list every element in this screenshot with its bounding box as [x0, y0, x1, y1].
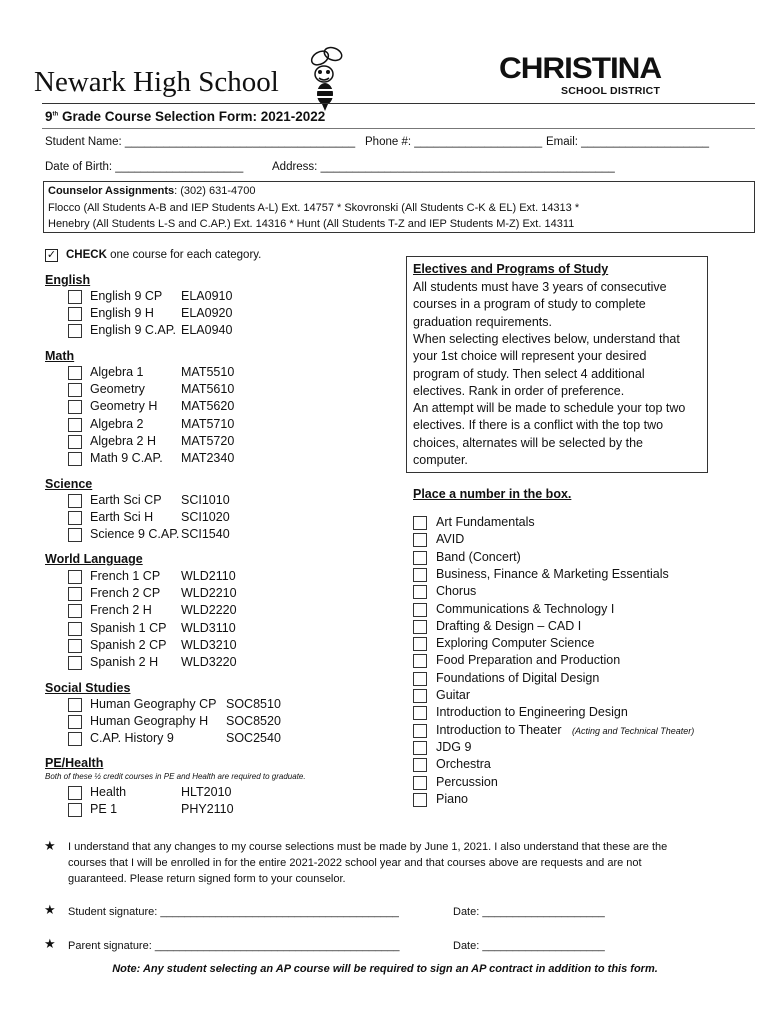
course-name: Science 9 C.AP. [90, 527, 180, 542]
course-name: Spanish 1 CP [90, 620, 167, 635]
course-checkbox[interactable] [68, 494, 82, 508]
dob-field[interactable]: Date of Birth: ____________________ [45, 161, 244, 173]
category-title-math: Math [45, 349, 75, 363]
course-name: Algebra 2 [90, 416, 144, 431]
course-name: Earth Sci CP [90, 493, 162, 507]
counselor-box [43, 181, 755, 233]
course-code: ELA0920 [181, 306, 233, 321]
electives-info-line: electives. If there is a conflict with the top two [413, 418, 664, 433]
course-checkbox[interactable] [68, 511, 82, 525]
elective-rank-box[interactable] [413, 776, 427, 790]
elective-rank-box[interactable] [413, 637, 427, 651]
elective-rank-box[interactable] [413, 516, 427, 530]
course-name: English 9 CP [90, 289, 163, 303]
ack-line-3: guaranteed. Please return signed form to your counselor. [68, 873, 346, 885]
course-checkbox[interactable] [68, 639, 82, 653]
course-code: WLD2220 [181, 603, 237, 618]
course-name: Algebra 2 H [90, 433, 157, 448]
check-instructions: CHECK one course for each category. [66, 249, 262, 261]
category-title-english: English [45, 273, 91, 287]
electives-info-line: All students must have 3 years of consecutive [413, 280, 667, 294]
course-name: Spanish 2 H [90, 655, 159, 669]
checkmark-icon: ✓ [46, 249, 57, 261]
student-name-field[interactable]: Student Name: ____________________________________ [45, 136, 356, 148]
parent-signature-field[interactable]: Parent signature: ________________________________________ [68, 940, 400, 952]
course-checkbox[interactable] [68, 528, 82, 542]
star-icon: ★ [44, 902, 56, 917]
course-checkbox[interactable] [68, 656, 82, 670]
course-checkbox[interactable] [68, 622, 82, 636]
course-checkbox[interactable] [68, 570, 82, 584]
course-code: WLD2110 [181, 569, 236, 583]
elective-name: Guitar [436, 688, 471, 702]
course-code: SOC8510 [226, 697, 281, 711]
elective-name: Piano [436, 791, 468, 806]
elective-rank-box[interactable] [413, 603, 427, 617]
course-checkbox[interactable] [68, 698, 82, 712]
star-icon: ★ [44, 936, 56, 951]
counselor-line-2: Flocco (All Students A-B and IEP Students A-L) Ext. 14757 * Skovronski (All Students C-K & EL) Ext. 14313 * [48, 202, 580, 214]
course-checkbox[interactable] [68, 732, 82, 746]
electives-info-box [406, 256, 708, 473]
elective-name: Introduction to Theater [436, 722, 562, 737]
course-checkbox[interactable] [68, 803, 82, 817]
category-title-science: Science [45, 477, 93, 491]
course-name: Earth Sci H [90, 510, 154, 525]
course-checkbox[interactable] [68, 324, 82, 338]
course-code: SCI1540 [181, 527, 230, 542]
course-name: Human Geography H [90, 714, 209, 729]
school-name: Newark High School [34, 66, 279, 98]
course-checkbox[interactable] [68, 604, 82, 618]
elective-rank-box[interactable] [413, 758, 427, 772]
district-name-large: CHRISTINA [499, 52, 662, 85]
electives-info-line: An attempt will be made to schedule your top two [413, 401, 686, 416]
electives-info-line: graduation requirements. [413, 314, 552, 329]
rank-heading: Place a number in the box. [413, 487, 572, 501]
course-code: PHY2110 [181, 802, 234, 817]
elective-rank-box[interactable] [413, 741, 427, 755]
course-name: Geometry [90, 382, 145, 397]
course-name: C.AP. History 9 [90, 731, 174, 746]
elective-rank-box[interactable] [413, 654, 427, 668]
elective-rank-box[interactable] [413, 620, 427, 634]
elective-name: Food Preparation and Production [436, 653, 621, 668]
district-logo [499, 52, 664, 100]
course-code: ELA0940 [181, 323, 233, 338]
course-checkbox[interactable] [68, 366, 82, 380]
ack-line-1: I understand that any changes to my course selections must be made by June 1, 2021. I also understand that these are the [68, 841, 668, 853]
course-checkbox[interactable] [68, 435, 82, 449]
ack-line-2: courses that I will be enrolled in for the entire 2021-2022 school year and that courses above are requests and are not [68, 857, 642, 869]
course-code: MAT2340 [181, 451, 235, 465]
electives-heading: Electives and Programs of Study [413, 262, 609, 276]
elective-rank-box[interactable] [413, 568, 427, 582]
elective-rank-box[interactable] [413, 689, 427, 703]
elective-name: Business, Finance & Marketing Essentials [436, 566, 669, 581]
category-title-social-studies: Social Studies [45, 681, 131, 695]
category-title-world-language: World Language [45, 552, 143, 566]
course-checkbox[interactable] [68, 452, 82, 466]
course-checkbox[interactable] [68, 383, 82, 397]
counselor-line-3: Henebry (All Students L-S and C.AP.) Ext. 14316 * Hunt (All Students T-Z and IEP Students M-Z) Ext. 14311 [48, 218, 575, 230]
elective-rank-box[interactable] [413, 551, 427, 565]
elective-name: Orchestra [436, 757, 491, 772]
course-code: SCI1010 [181, 493, 230, 507]
address-field[interactable]: Address: ______________________________________________ [272, 161, 615, 173]
course-checkbox[interactable] [68, 290, 82, 304]
course-code: SCI1020 [181, 510, 230, 525]
elective-name: Percussion [436, 774, 498, 789]
electives-info-line: your 1st choice will represent your desired [413, 349, 647, 364]
elective-name: JDG 9 [436, 739, 472, 754]
course-name: PE 1 [90, 802, 118, 817]
elective-rank-box[interactable] [413, 585, 427, 599]
elective-name: Introduction to Engineering Design [436, 705, 628, 720]
course-code: MAT5510 [181, 365, 235, 379]
elective-rank-box[interactable] [413, 706, 427, 720]
electives-info-line: program of study. Then select 4 additional [413, 366, 645, 381]
elective-name: Foundations of Digital Design [436, 670, 600, 685]
elective-name: Chorus [436, 584, 477, 599]
course-name: Algebra 1 [90, 365, 144, 379]
form-title: 9th Grade Course Selection Form: 2021-2022 [45, 109, 326, 124]
district-name-small: SCHOOL DISTRICT [561, 85, 661, 97]
elective-name: Drafting & Design – CAD I [436, 618, 582, 633]
course-name: Geometry H [90, 399, 158, 414]
electives-info-line: When selecting electives below, understand that [413, 331, 680, 346]
theater-note: (Acting and Technical Theater) [572, 725, 695, 736]
title-rule [42, 128, 755, 129]
elective-rank-box[interactable] [413, 533, 427, 547]
course-name: Health [90, 785, 127, 799]
student-date-field[interactable]: Date: ____________________ [453, 906, 605, 918]
course-code: MAT5620 [181, 399, 235, 414]
counselor-heading: Counselor Assignments: (302) 631-4700 [48, 185, 256, 197]
course-code: SOC2540 [226, 731, 281, 746]
electives-info-line: electives. Rank in order of preference. [413, 383, 625, 398]
email-field[interactable]: Email: ____________________ [546, 136, 710, 148]
pe-health-note: Both of these ½ credit courses in PE and Health are required to graduate. [45, 772, 306, 781]
category-title-pe-health: PE/Health [45, 756, 104, 770]
course-code: ELA0910 [181, 289, 233, 303]
parent-date-field[interactable]: Date: ____________________ [453, 940, 605, 952]
elective-name: Communications & Technology I [436, 601, 615, 616]
course-name: Spanish 2 CP [90, 637, 167, 652]
course-checkbox[interactable] [68, 715, 82, 729]
elective-rank-box[interactable] [413, 672, 427, 686]
course-checkbox[interactable] [68, 587, 82, 601]
course-code: WLD3210 [181, 637, 237, 652]
student-signature-field[interactable]: Student signature: _______________________________________ [68, 906, 399, 918]
course-code: SOC8520 [226, 714, 281, 729]
yellow-jacket-mascot-icon [300, 44, 348, 112]
elective-name: Band (Concert) [436, 549, 521, 564]
course-code: MAT5720 [181, 433, 235, 448]
course-code: WLD3220 [181, 655, 237, 669]
elective-rank-box[interactable] [413, 793, 427, 807]
course-name: French 2 CP [90, 586, 161, 601]
elective-rank-box[interactable] [413, 724, 427, 738]
header-rule [42, 103, 755, 104]
course-name: English 9 H [90, 306, 154, 321]
electives-info-line: choices, alternates will be selected by the [413, 435, 643, 450]
course-checkbox[interactable] [68, 400, 82, 414]
course-checkbox[interactable] [68, 786, 82, 800]
course-code: MAT5610 [181, 382, 235, 397]
course-checkbox[interactable] [68, 418, 82, 432]
course-name: English 9 C.AP. [90, 323, 176, 338]
elective-name: AVID [436, 532, 465, 547]
electives-info-line: courses in a program of study to complete [413, 297, 646, 312]
course-name: Human Geography CP [90, 697, 217, 711]
course-name: French 2 H [90, 603, 152, 618]
course-code: MAT5710 [181, 416, 235, 431]
electives-info-line: computer. [413, 453, 468, 467]
star-icon: ★ [44, 838, 56, 853]
course-checkbox[interactable] [68, 307, 82, 321]
course-code: HLT2010 [181, 785, 232, 799]
course-code: WLD2210 [181, 586, 237, 601]
elective-name: Exploring Computer Science [436, 636, 595, 651]
ap-contract-note: Note: Any student selecting an AP course will be required to sign an AP contract in addition to this form. [112, 963, 658, 975]
elective-name: Art Fundamentals [436, 515, 535, 529]
phone-field[interactable]: Phone #: ____________________ [365, 136, 543, 148]
course-name: Math 9 C.AP. [90, 451, 163, 465]
course-code: WLD3110 [181, 620, 236, 635]
course-name: French 1 CP [90, 569, 161, 583]
